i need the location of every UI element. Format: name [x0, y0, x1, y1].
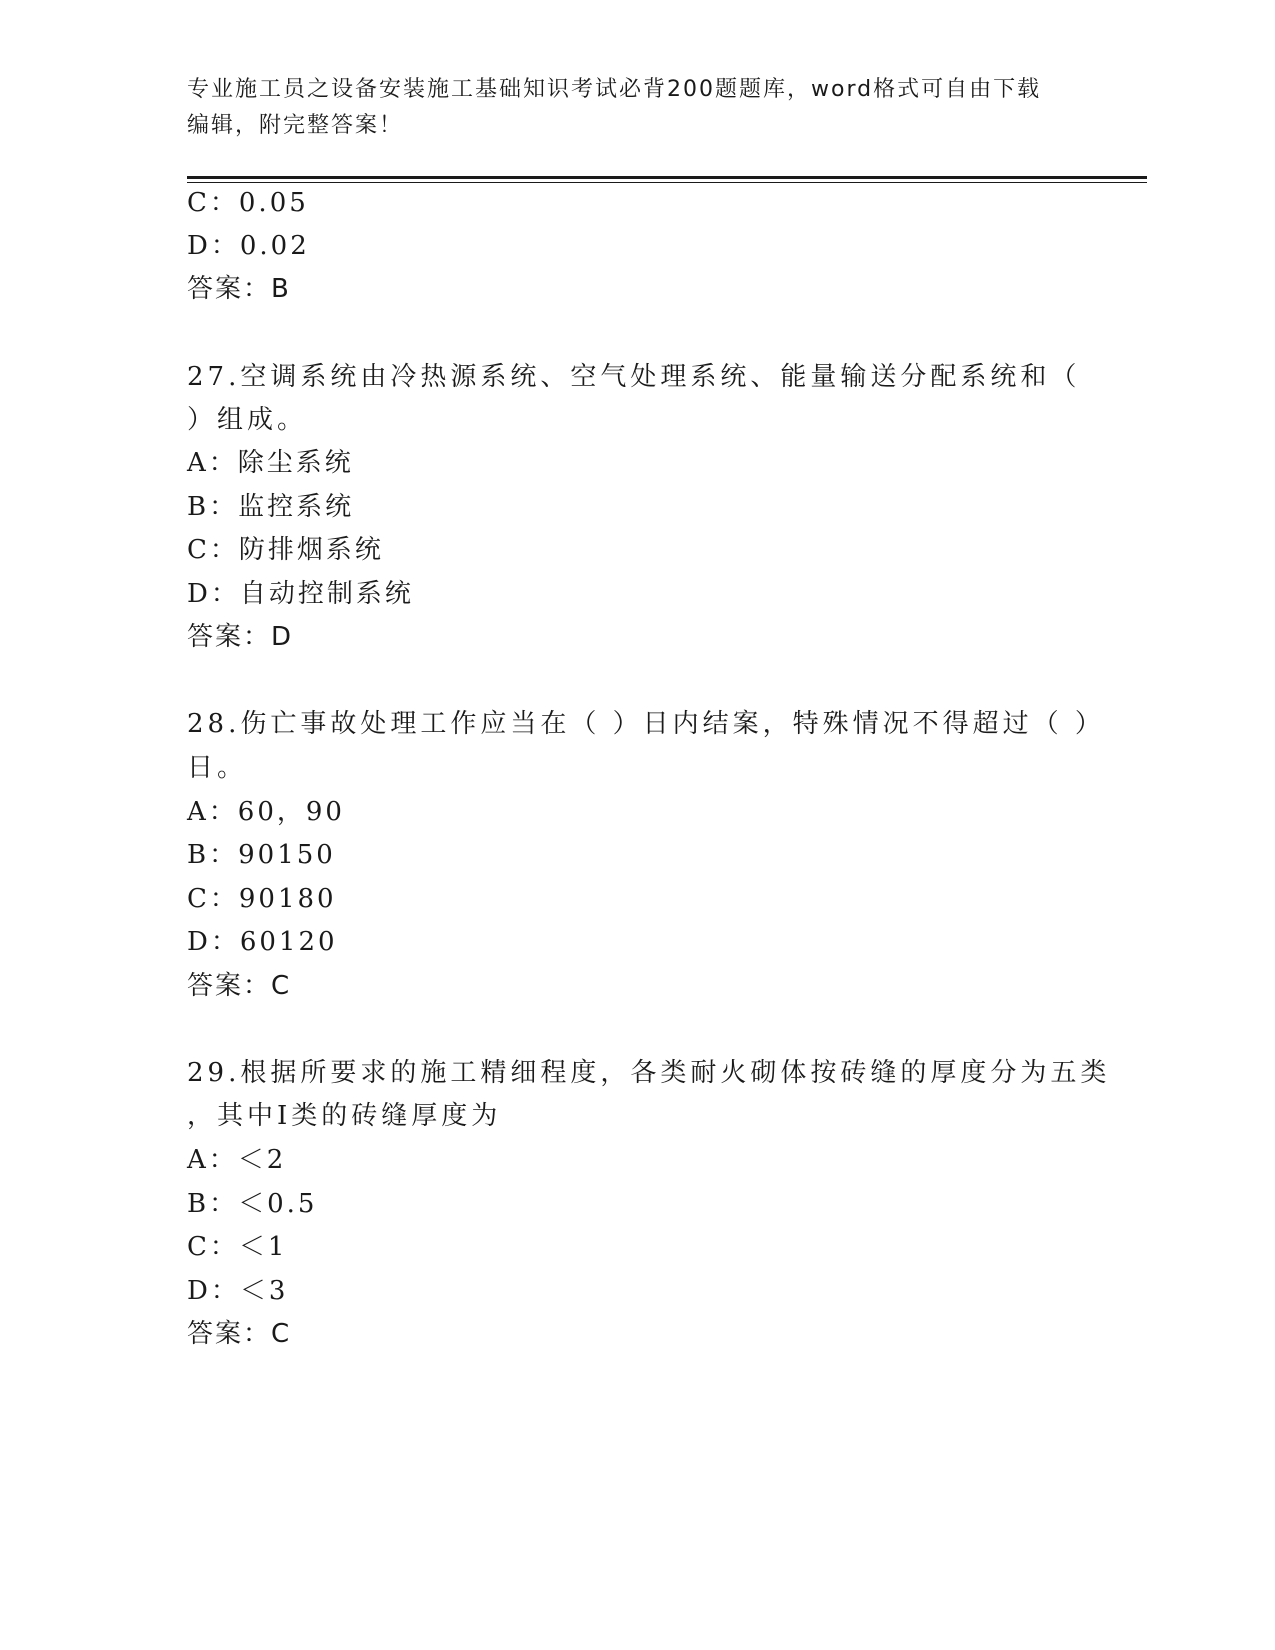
question-29-text-line-1: 29.根据所要求的施工精细程度，各类耐火砌体按砖缝的厚度分为五类	[187, 1058, 1111, 1088]
header-divider-thick	[187, 176, 1147, 179]
option-b: B：监控系统	[187, 492, 355, 522]
header-line-2: 编辑，附完整答案！	[187, 113, 404, 138]
question-28-text-line-2: 日。	[187, 753, 248, 783]
document-header	[187, 72, 1087, 144]
option-d: D：＜3	[187, 1276, 289, 1306]
answer-label: 答案：C	[187, 971, 292, 1001]
question-27-text-line-2: ）组成。	[187, 405, 308, 435]
option-d: D：0.02	[187, 231, 310, 261]
header-line-1: 专业施工员之设备安装施工基础知识考试必背200题题库，word格式可自由下载	[187, 77, 1042, 102]
option-d: D：60120	[187, 927, 338, 957]
answer-label: 答案：D	[187, 622, 294, 652]
option-b: B：＜0.5	[187, 1189, 318, 1219]
option-b: B：90150	[187, 840, 336, 870]
option-d: D：自动控制系统	[187, 579, 414, 609]
option-c: C：0.05	[187, 188, 309, 218]
option-a: A：除尘系统	[187, 448, 354, 478]
answer-label: 答案：C	[187, 1319, 292, 1349]
question-27-text-line-1: 27.空调系统由冷热源系统、空气处理系统、能量输送分配系统和（	[187, 362, 1081, 392]
question-29-text-line-2: ，其中Ⅰ类的砖缝厚度为	[187, 1101, 502, 1131]
option-c: C：＜1	[187, 1232, 288, 1262]
option-c: C：90180	[187, 884, 337, 914]
question-28-text-line-1: 28.伤亡事故处理工作应当在（ ）日内结案，特殊情况不得超过（ ）	[187, 709, 1105, 739]
option-a: A：60，90	[187, 797, 345, 827]
option-c: C：防排烟系统	[187, 535, 384, 565]
answer-label: 答案：B	[187, 274, 291, 304]
header-divider-thin	[187, 182, 1147, 183]
option-a: A：＜2	[187, 1145, 287, 1175]
